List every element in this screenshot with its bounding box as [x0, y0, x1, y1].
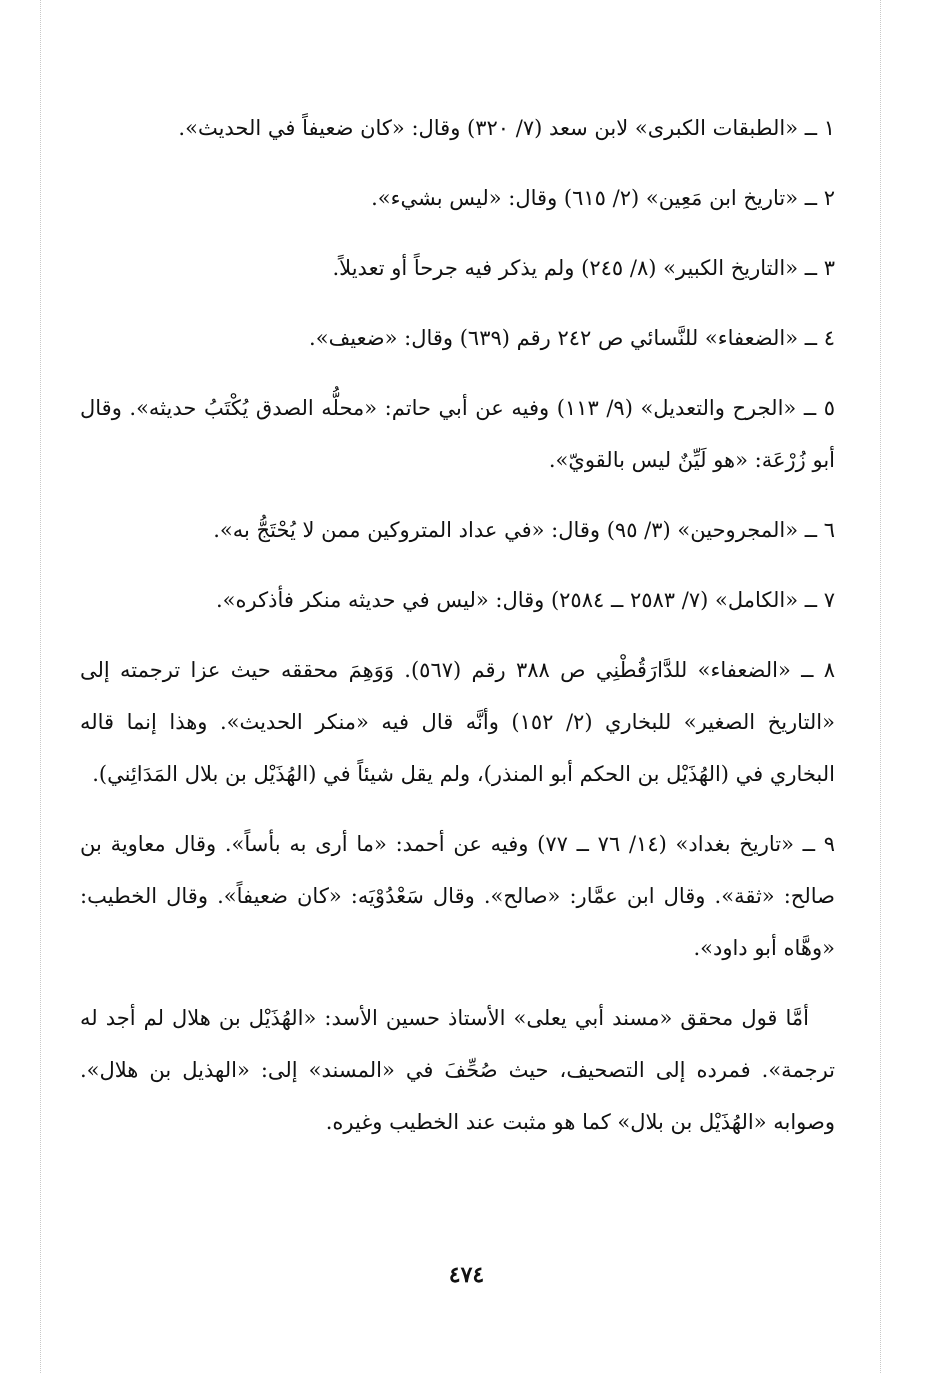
- footnote-entry-3: ٣ ــ «التاريخ الكبير» (٨/ ٢٤٥) ولم يذكر فيه جرحاً أو تعديلاً.: [332, 256, 835, 280]
- footnote-entry-6: ٦ ــ «المجروحين» (٣/ ٩٥) وقال: «في عداد المتروكين ممن لا يُحْتَجُّ به».: [213, 518, 835, 542]
- scan-margin-right: [880, 0, 882, 1373]
- footnote-entry-9: ٩ ــ «تاريخ بغداد» (١٤/ ٧٦ ــ ٧٧) وفيه عن أحمد: «ما أرى به بأساً». وقال معاوية بن صالح: «ثقة». وقال ابن عمَّار: «صالح». وقال سَعْدُوْيَه: «كان ضعيفاً». وقال الخطيب: «وهَّاه أبو داود».: [80, 832, 835, 960]
- footnote-entry-5: ٥ ــ «الجرح والتعديل» (٩/ ١١٣) وفيه عن أبي حاتم: «محلُّه الصدق يُكْتَبُ حديثه». وقال أبو زُرْعَة: «هو لَيِّنٌ ليس بالقويّ».: [80, 396, 835, 472]
- footnote-entry-8: ٨ ــ «الضعفاء» للدَّارَقُطْنِي ص ٣٨٨ رقم (٥٦٧). وَوَهِمَ محققه حيث عزا ترجمته إلى «التاريخ الصغير» للبخاري (٢/ ١٥٢) وأنَّه قال فيه «منكر الحديث». وهذا إنما قاله البخاري في (الهُذَيْل بن الحكم أبو المنذر)، ولم يقل شيئاً في (الهُذَيْل بن بلال المَدَائِني).: [80, 658, 836, 786]
- footnote-entry-1: ١ ــ «الطبقات الكبرى» لابن سعد (٧/ ٣٢٠) وقال: «كان ضعيفاً في الحديث».: [178, 116, 835, 140]
- page-body: [80, 102, 835, 1148]
- footnote-entry-2: ٢ ــ «تاريخ ابن مَعِين» (٢/ ٦١٥) وقال: «ليس بشيء».: [371, 186, 835, 210]
- footnote-entry-4: ٤ ــ «الضعفاء» للنَّسائي ص ٢٤٢ رقم (٦٣٩) وقال: «ضعيف».: [309, 326, 835, 350]
- closing-paragraph: أمَّا قول محقق «مسند أبي يعلى» الأستاذ حسين الأسد: «الهُذَيْل بن هلال لم أجد له ترجمة». فمرده إلى التصحيف، حيث صُحِّفَ في «المسند» إلى: «الهذيل بن هلال». وصوابه «الهُذَيْل بن بلال» كما هو مثبت عند الخطيب وغيره.: [80, 1006, 835, 1134]
- scan-margin-left: [40, 0, 42, 1373]
- page-number: ٤٧٤: [448, 1262, 485, 1288]
- footnote-entry-7: ٧ ــ «الكامل» (٧/ ٢٥٨٣ ــ ٢٥٨٤) وقال: «ليس في حديثه منكر فأذكره».: [215, 588, 835, 612]
